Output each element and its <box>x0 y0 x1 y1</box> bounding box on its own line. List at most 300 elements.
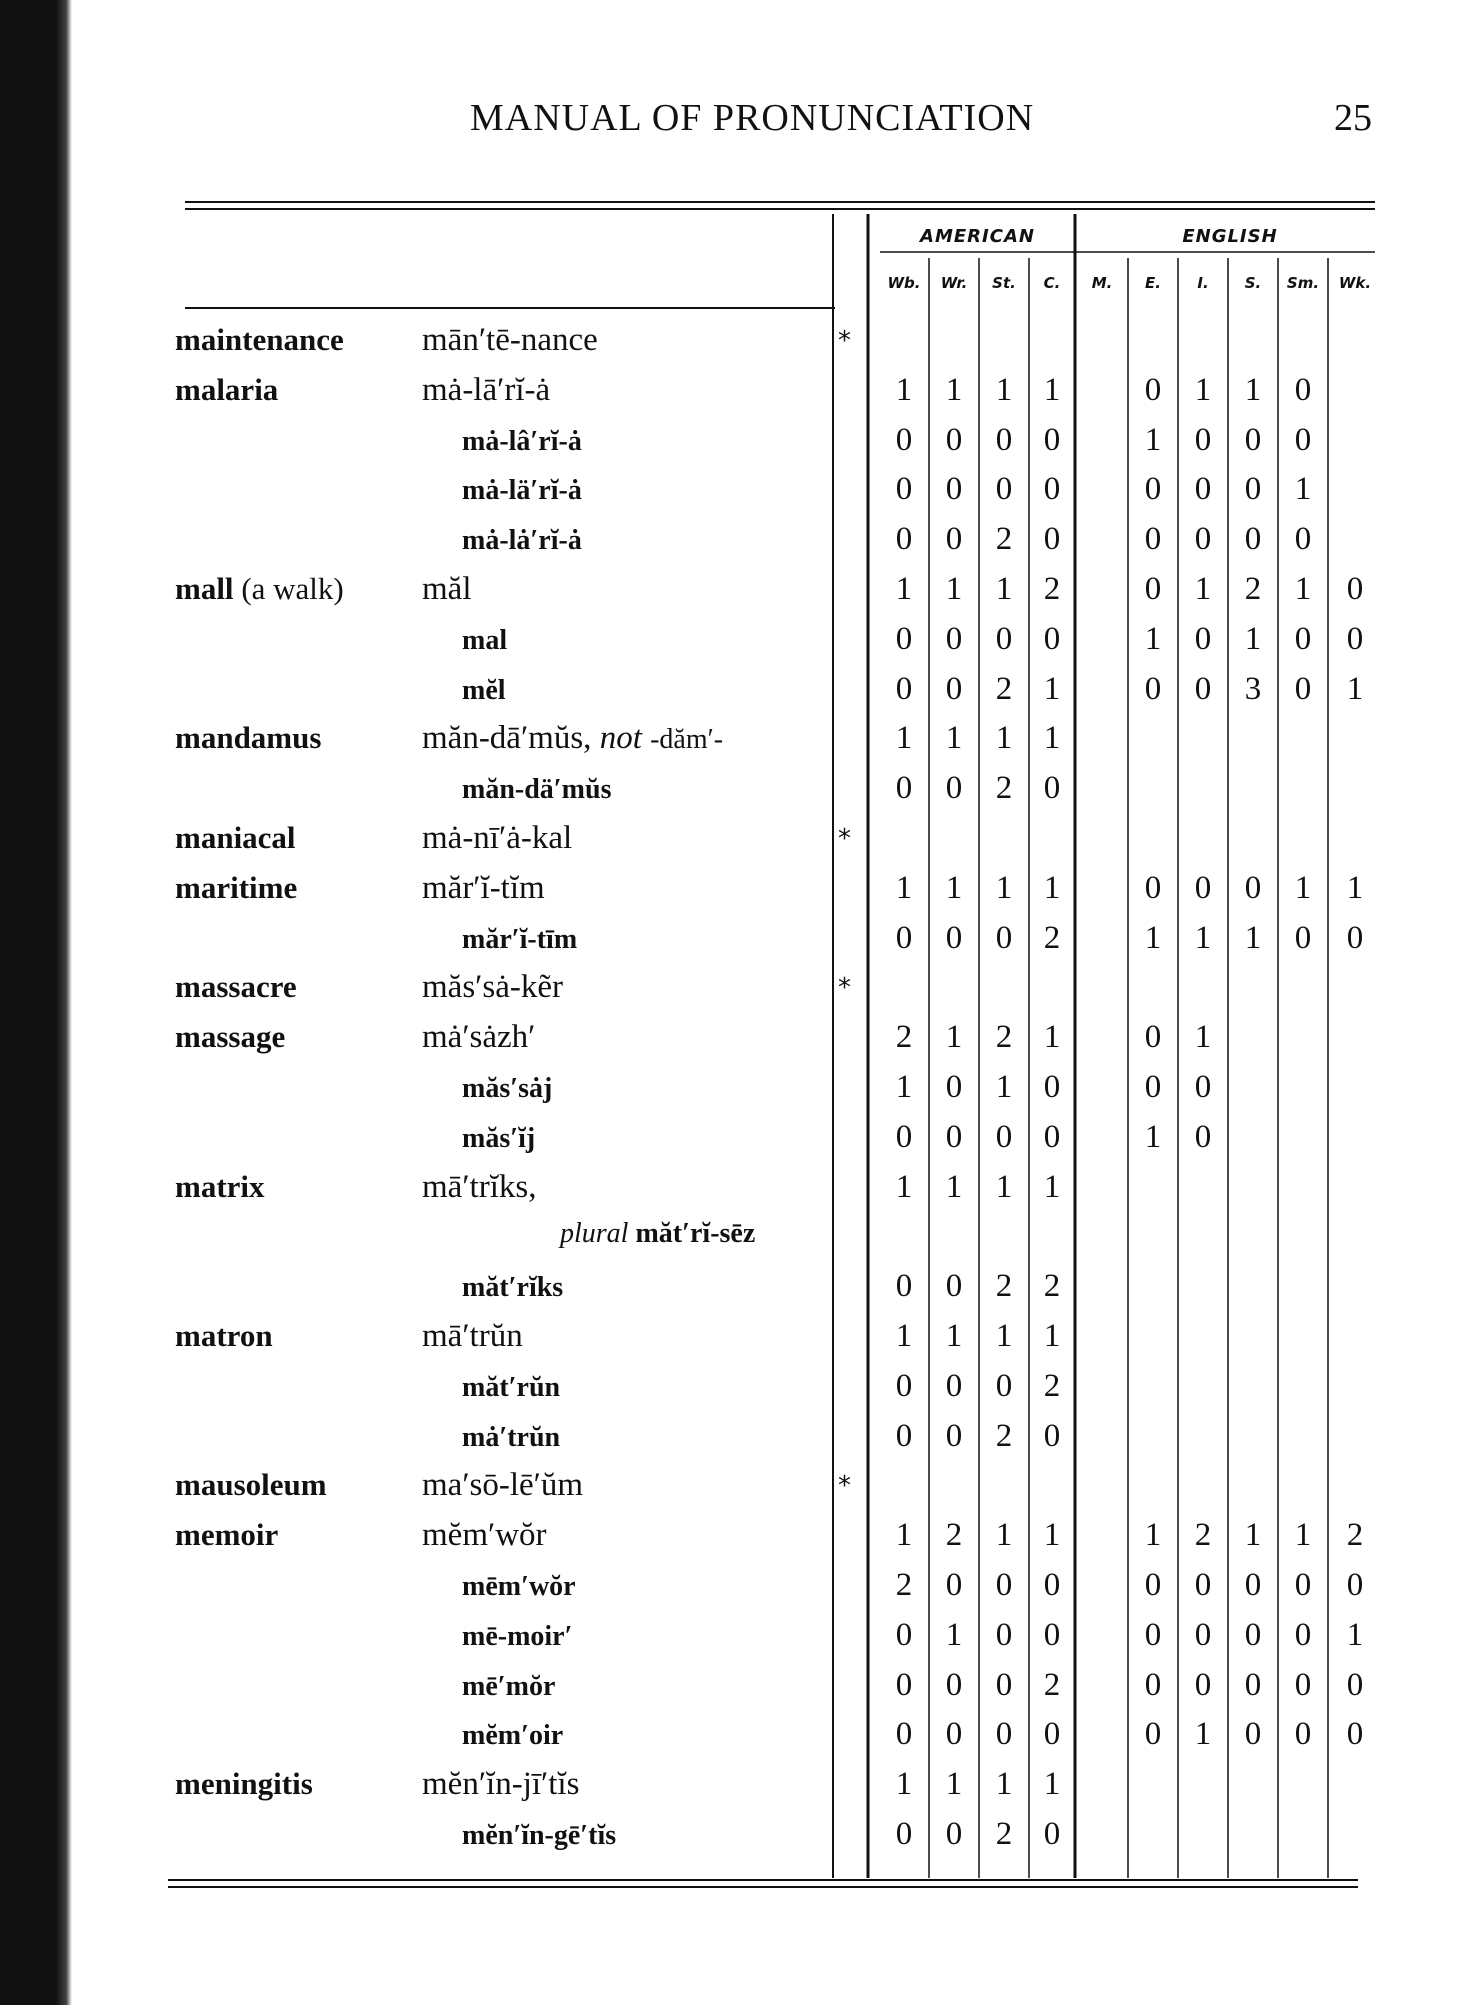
vote-cell: 0 <box>1294 1616 1312 1653</box>
table-row <box>0 322 1482 372</box>
vote-cell: 0 <box>995 1367 1013 1404</box>
variant-pronunciation <box>462 1372 560 1404</box>
pronunciation-text: mĕn′ĭn-gē′tĭs <box>462 1820 617 1851</box>
pronunciation <box>422 1169 536 1206</box>
vote-cell: 1 <box>1194 1019 1212 1056</box>
vote-cell: 2 <box>895 1019 913 1056</box>
vote-cell: 1 <box>995 720 1013 757</box>
pronunciation-note: not <box>599 720 642 757</box>
column-header: C. <box>1043 274 1061 292</box>
vote-cell: 0 <box>995 471 1013 508</box>
vote-cell: 1 <box>1043 1019 1061 1056</box>
vote-cell: 1 <box>995 1069 1013 1105</box>
vote-cell: 0 <box>1294 670 1312 707</box>
vote-cell: 1 <box>995 1168 1013 1205</box>
vote-cell: 0 <box>945 1069 963 1105</box>
vote-cell: 0 <box>1346 571 1364 607</box>
vote-cell: 0 <box>1244 1567 1262 1603</box>
pronunciation-text: mĕl <box>462 674 506 706</box>
variant-pronunciation <box>462 1820 616 1852</box>
vote-cell: 0 <box>945 919 963 956</box>
variant-pronunciation <box>462 1720 563 1752</box>
pronunciation-text: mȧ-lâ′rĭ-ȧ <box>462 425 582 457</box>
vote-cell: 0 <box>995 620 1013 657</box>
vote-cell: 0 <box>1194 1616 1212 1653</box>
vote-cell: 0 <box>1294 521 1312 558</box>
vote-cell: 2 <box>945 1517 963 1554</box>
asterisk-marker: * <box>838 824 851 854</box>
table-row <box>0 1617 1482 1667</box>
vote-cell: 0 <box>1194 521 1212 558</box>
table-row <box>0 1218 1482 1268</box>
running-head: MANUAL OF PRONUNCIATION <box>470 97 1035 139</box>
variant-pronunciation <box>462 525 582 557</box>
vote-cell: 0 <box>945 1367 963 1404</box>
vote-cell: 0 <box>1294 919 1312 956</box>
vote-cell: 0 <box>995 1118 1013 1155</box>
pronunciation-tail: -dăm′- <box>650 724 724 756</box>
vote-cell: 1 <box>1346 670 1364 707</box>
vote-cell: 0 <box>1043 521 1061 558</box>
pronunciation-text: mā′trŭn <box>422 1318 523 1354</box>
table-row <box>0 969 1482 1019</box>
entry-word-text: mall <box>175 571 234 606</box>
column-header: E. <box>1145 274 1161 292</box>
entry-word-text: matron <box>175 1318 273 1353</box>
table-row <box>0 521 1482 571</box>
pronunciation-text: ma′sō-lē′ŭm <box>422 1467 584 1504</box>
vote-cell: 0 <box>1194 869 1212 906</box>
vote-cell: 0 <box>945 471 963 508</box>
vote-cell: 0 <box>1346 1666 1364 1703</box>
variant-pronunciation <box>462 1621 572 1653</box>
vote-cell: 0 <box>895 919 913 956</box>
vote-cell: 1 <box>995 1318 1013 1354</box>
variant-pronunciation <box>462 1272 563 1304</box>
vote-cell: 1 <box>1043 1766 1061 1803</box>
entry-word <box>175 1019 285 1055</box>
table-row <box>0 1816 1482 1866</box>
vote-cell: 0 <box>1294 1567 1312 1603</box>
vote-cell: 0 <box>1294 371 1312 408</box>
vote-cell: 0 <box>895 1367 913 1404</box>
vote-cell: 0 <box>1144 1019 1162 1056</box>
entry-word-text: maritime <box>175 869 298 905</box>
entry-word-text: maniacal <box>175 820 296 855</box>
pronunciation <box>422 571 471 608</box>
pronunciation-text: mān′tē-nance <box>422 322 598 358</box>
table-row <box>0 1268 1482 1318</box>
table-row <box>0 1517 1482 1567</box>
pronunciation <box>422 1019 535 1056</box>
vote-cell: 0 <box>945 1716 963 1753</box>
entry-word-text: memoir <box>175 1517 279 1553</box>
table-row <box>0 471 1482 521</box>
vote-cell: 0 <box>895 521 913 558</box>
column-header: S. <box>1244 274 1262 292</box>
pronunciation <box>422 1318 523 1355</box>
asterisk-marker: * <box>838 326 851 356</box>
asterisk-marker: * <box>838 973 851 1004</box>
entry-word-text: massacre <box>175 969 297 1005</box>
vote-cell: 0 <box>945 770 963 807</box>
vote-cell: 0 <box>1194 471 1212 508</box>
vote-cell: 0 <box>945 1417 963 1454</box>
vote-cell: 1 <box>1346 869 1364 906</box>
column-header: Sm. <box>1286 274 1320 292</box>
pronunciation-text: mȧ-lä′rĭ-ȧ <box>462 475 582 507</box>
pronunciation-text: măl <box>422 571 472 607</box>
vote-cell: 1 <box>1043 869 1061 906</box>
vote-cell: 2 <box>995 1417 1013 1454</box>
vote-cell: 1 <box>895 720 913 757</box>
table-row <box>0 1766 1482 1816</box>
variant-pronunciation <box>462 1571 576 1603</box>
vote-cell: 0 <box>1144 571 1162 607</box>
vote-cell: 2 <box>895 1567 913 1603</box>
variant-pronunciation <box>462 625 507 657</box>
vote-cell: 1 <box>1244 919 1262 956</box>
asterisk-marker: * <box>838 1471 851 1502</box>
vote-cell: 1 <box>945 1019 963 1056</box>
vote-cell: 0 <box>895 1666 913 1703</box>
vote-cell: 0 <box>1043 1616 1061 1653</box>
variant-pronunciation <box>462 774 611 806</box>
pronunciation-text: mȧ-nī′ȧ-kal <box>422 820 573 856</box>
vote-cell: 0 <box>945 1816 963 1852</box>
vote-cell: 1 <box>945 720 963 757</box>
pronunciation-text: mĕm′wŏr <box>422 1517 547 1554</box>
vote-cell: 1 <box>1144 620 1162 657</box>
vote-cell: 1 <box>895 869 913 906</box>
vote-cell: 0 <box>1144 1069 1162 1105</box>
pronunciation-text: mā′trĭks, <box>422 1168 537 1205</box>
vote-cell: 2 <box>995 1268 1013 1305</box>
variant-pronunciation <box>462 475 582 507</box>
entry-word <box>175 969 297 1005</box>
vote-cell: 1 <box>1294 571 1312 607</box>
table-row <box>0 1667 1482 1717</box>
vote-cell: 0 <box>995 1666 1013 1703</box>
plural-text: măt′rĭ-sēz <box>635 1218 756 1250</box>
vote-cell: 0 <box>1244 869 1262 906</box>
vote-cell: 0 <box>1294 1666 1312 1703</box>
vote-cell: 0 <box>1043 1567 1061 1603</box>
pronunciation <box>422 1766 579 1803</box>
pronunciation-text: mȧ′trŭn <box>462 1421 561 1453</box>
vote-cell: 0 <box>895 1716 913 1753</box>
pronunciation-text: măr′ĭ-tĭm <box>422 869 545 906</box>
vote-cell: 1 <box>1043 371 1061 408</box>
vote-cell: 0 <box>895 1816 913 1852</box>
vote-cell: 1 <box>945 1168 963 1205</box>
vote-cell: 1 <box>1043 1318 1061 1354</box>
vote-cell: 1 <box>1144 919 1162 956</box>
vote-cell: 0 <box>1144 869 1162 906</box>
entry-word-text: massage <box>175 1019 286 1055</box>
pronunciation-text: mēm′wŏr <box>462 1571 576 1602</box>
pronunciation-text: măt′rŭn <box>462 1371 561 1403</box>
plural-label: plural <box>560 1218 629 1250</box>
vote-cell: 0 <box>1144 371 1162 408</box>
entry-word <box>175 1318 273 1354</box>
vote-cell: 1 <box>945 571 963 607</box>
vote-cell: 0 <box>995 1616 1013 1653</box>
vote-cell: 0 <box>1244 521 1262 558</box>
pronunciation-text: mȧ-lȧ′rĭ-ȧ <box>462 525 582 557</box>
entry-word <box>175 820 296 856</box>
vote-cell: 0 <box>945 1666 963 1703</box>
pronunciation <box>422 720 723 757</box>
vote-cell: 1 <box>1294 1517 1312 1554</box>
table-row <box>0 621 1482 671</box>
vote-cell: 0 <box>895 1417 913 1454</box>
column-header: Wr. <box>940 274 968 292</box>
vote-cell: 1 <box>895 1766 913 1803</box>
vote-cell: 1 <box>1144 421 1162 458</box>
vote-cell: 0 <box>1294 421 1312 458</box>
pronunciation-text: măs′sȧj <box>462 1073 553 1104</box>
vote-cell: 0 <box>1244 421 1262 458</box>
vote-cell: 0 <box>1194 421 1212 458</box>
group-header-english: ENGLISH <box>1182 226 1278 247</box>
table-row <box>0 870 1482 920</box>
vote-cell: 1 <box>995 371 1013 408</box>
vote-cell: 0 <box>1144 1666 1162 1703</box>
variant-pronunciation <box>462 1422 560 1454</box>
entry-word <box>175 720 321 756</box>
column-header: St. <box>992 274 1016 292</box>
vote-cell: 1 <box>1144 1517 1162 1554</box>
vote-cell: 1 <box>995 571 1013 607</box>
vote-cell: 1 <box>895 1318 913 1354</box>
entry-word-text: mandamus <box>175 720 322 756</box>
pronunciation <box>422 372 550 409</box>
variant-pronunciation <box>462 924 577 956</box>
entry-word-text: matrix <box>175 1168 265 1204</box>
vote-cell: 1 <box>1294 471 1312 508</box>
vote-cell: 0 <box>895 670 913 707</box>
page-number: 25 <box>1334 97 1372 139</box>
vote-cell: 0 <box>945 1118 963 1155</box>
vote-cell: 2 <box>995 1019 1013 1056</box>
table-row <box>0 1368 1482 1418</box>
vote-cell: 1 <box>995 1517 1013 1554</box>
table-row <box>0 720 1482 770</box>
vote-cell: 0 <box>895 1616 913 1653</box>
vote-cell: 0 <box>1043 1716 1061 1753</box>
entry-word <box>175 322 344 358</box>
table-row <box>0 1716 1482 1766</box>
vote-cell: 1 <box>895 1069 913 1105</box>
column-header: Wk. <box>1338 274 1372 292</box>
table-row <box>0 1169 1482 1219</box>
pronunciation <box>422 969 563 1006</box>
vote-cell: 2 <box>995 521 1013 558</box>
vote-cell: 1 <box>895 371 913 408</box>
vote-cell: 0 <box>1194 1118 1212 1155</box>
vote-cell: 0 <box>1144 1616 1162 1653</box>
vote-cell: 1 <box>1043 670 1061 707</box>
vote-cell: 0 <box>1043 1816 1061 1852</box>
vote-cell: 1 <box>1194 1716 1212 1753</box>
vote-cell: 1 <box>1244 371 1262 408</box>
table-row <box>0 571 1482 621</box>
vote-cell: 1 <box>1043 720 1061 757</box>
vote-cell: 0 <box>895 421 913 458</box>
vote-cell: 0 <box>895 620 913 657</box>
vote-cell: 2 <box>1194 1517 1212 1554</box>
vote-cell: 0 <box>995 1716 1013 1753</box>
table-row <box>0 820 1482 870</box>
plural-form <box>560 1218 755 1250</box>
vote-cell: 3 <box>1244 670 1262 707</box>
vote-cell: 0 <box>1194 670 1212 707</box>
entry-word-text: meningitis <box>175 1766 313 1802</box>
vote-cell: 0 <box>895 1118 913 1155</box>
vote-cell: 0 <box>895 770 913 807</box>
vote-cell: 1 <box>895 1517 913 1554</box>
vote-cell: 1 <box>995 869 1013 906</box>
pronunciation-text: măt′rĭks <box>462 1272 564 1304</box>
pronunciation-text: măs′sȧ-kẽr <box>422 969 563 1006</box>
vote-cell: 1 <box>1244 1517 1262 1554</box>
table-row <box>0 1467 1482 1517</box>
column-header: M. <box>1091 274 1113 292</box>
vote-cell: 0 <box>1144 471 1162 508</box>
vote-cell: 0 <box>945 521 963 558</box>
pronunciation-text: mĕm′oir <box>462 1720 564 1752</box>
variant-pronunciation <box>462 1123 535 1155</box>
vote-cell: 0 <box>1194 620 1212 657</box>
vote-cell: 1 <box>895 571 913 607</box>
vote-cell: 1 <box>1294 869 1312 906</box>
pronunciation-text: mĕn′ĭn-jī′tĭs <box>422 1766 580 1803</box>
vote-cell: 0 <box>1244 1716 1262 1753</box>
column-header: I. <box>1197 274 1209 292</box>
vote-cell: 0 <box>995 1567 1013 1603</box>
pronunciation <box>422 870 545 907</box>
table-row <box>0 1119 1482 1169</box>
vote-cell: 2 <box>1043 571 1061 607</box>
vote-cell: 0 <box>1294 1716 1312 1753</box>
vote-cell: 0 <box>1144 1567 1162 1603</box>
vote-cell: 1 <box>1194 571 1212 607</box>
pronunciation-text: măs′ĭj <box>462 1122 536 1154</box>
vote-cell: 1 <box>945 1766 963 1803</box>
vote-cell: 0 <box>1244 1666 1262 1703</box>
vote-cell: 0 <box>1294 620 1312 657</box>
vote-cell: 2 <box>995 1816 1013 1852</box>
entry-word <box>175 1467 327 1503</box>
pronunciation <box>422 820 572 857</box>
vote-cell: 0 <box>995 421 1013 458</box>
vote-cell: 0 <box>945 1567 963 1603</box>
vote-cell: 0 <box>1346 1716 1364 1753</box>
pronunciation <box>422 1467 583 1504</box>
entry-word <box>175 870 297 906</box>
vote-cell: 0 <box>895 471 913 508</box>
vote-cell: 1 <box>995 1766 1013 1803</box>
vote-cell: 0 <box>1043 421 1061 458</box>
vote-cell: 0 <box>1144 521 1162 558</box>
vote-cell: 0 <box>1194 1666 1212 1703</box>
entry-word <box>175 571 344 607</box>
entry-word <box>175 1766 313 1802</box>
pronunciation-text: măn-dā′mŭs, <box>422 720 592 757</box>
entry-gloss: (a walk) <box>241 571 344 606</box>
vote-cell: 0 <box>1346 919 1364 956</box>
variant-pronunciation <box>462 426 582 458</box>
pronunciation-text: mē-moir′ <box>462 1620 573 1652</box>
vote-cell: 1 <box>1043 1168 1061 1205</box>
vote-cell: 0 <box>945 421 963 458</box>
pronunciation-text: măr′ĭ-tīm <box>462 923 578 955</box>
vote-cell: 1 <box>945 1318 963 1354</box>
vote-cell: 2 <box>995 770 1013 807</box>
vote-cell: 1 <box>895 1168 913 1205</box>
vote-cell: 2 <box>1043 1666 1061 1703</box>
group-header-american: AMERICAN <box>920 226 1035 247</box>
table-row <box>0 1019 1482 1069</box>
vote-cell: 0 <box>1043 1417 1061 1454</box>
vote-cell: 2 <box>995 670 1013 707</box>
vote-cell: 0 <box>1043 770 1061 807</box>
vote-cell: 2 <box>1043 1268 1061 1305</box>
vote-cell: 0 <box>1244 1616 1262 1653</box>
pronunciation-text: măn-dä′mŭs <box>462 774 612 806</box>
vote-cell: 0 <box>1244 471 1262 508</box>
vote-cell: 0 <box>1144 670 1162 707</box>
vote-cell: 1 <box>1346 1616 1364 1653</box>
vote-cell: 0 <box>1043 1118 1061 1155</box>
table-row <box>0 1069 1482 1119</box>
vote-cell: 1 <box>1043 1517 1061 1554</box>
vote-cell: 0 <box>895 1268 913 1305</box>
vote-cell: 1 <box>1244 620 1262 657</box>
vote-cell: 0 <box>1346 1567 1364 1603</box>
vote-cell: 1 <box>945 371 963 408</box>
vote-cell: 0 <box>1194 1069 1212 1105</box>
table-row <box>0 422 1482 472</box>
vote-cell: 0 <box>995 919 1013 956</box>
table-row <box>0 671 1482 721</box>
vote-cell: 1 <box>945 1616 963 1653</box>
entry-word-text: mausoleum <box>175 1467 327 1503</box>
table-row <box>0 1318 1482 1368</box>
vote-cell: 0 <box>945 670 963 707</box>
pronunciation-text: mȧ-lā′rĭ-ȧ <box>422 371 551 408</box>
vote-cell: 0 <box>1043 1069 1061 1105</box>
table-row <box>0 372 1482 422</box>
entry-word-text: maintenance <box>175 322 344 357</box>
entry-word <box>175 372 278 408</box>
vote-cell: 0 <box>945 1268 963 1305</box>
pronunciation <box>422 1517 547 1554</box>
vote-cell: 2 <box>1043 1367 1061 1404</box>
variant-pronunciation <box>462 675 506 707</box>
vote-cell: 1 <box>945 869 963 906</box>
entry-word <box>175 1517 278 1553</box>
vote-cell: 0 <box>1194 1567 1212 1603</box>
vote-cell: 0 <box>945 620 963 657</box>
vote-cell: 1 <box>1194 371 1212 408</box>
pronunciation-text: mȧ′sȧzh′ <box>422 1019 536 1056</box>
table-row <box>0 770 1482 820</box>
column-header: Wb. <box>887 274 921 292</box>
table-row <box>0 1418 1482 1468</box>
table-row <box>0 920 1482 970</box>
